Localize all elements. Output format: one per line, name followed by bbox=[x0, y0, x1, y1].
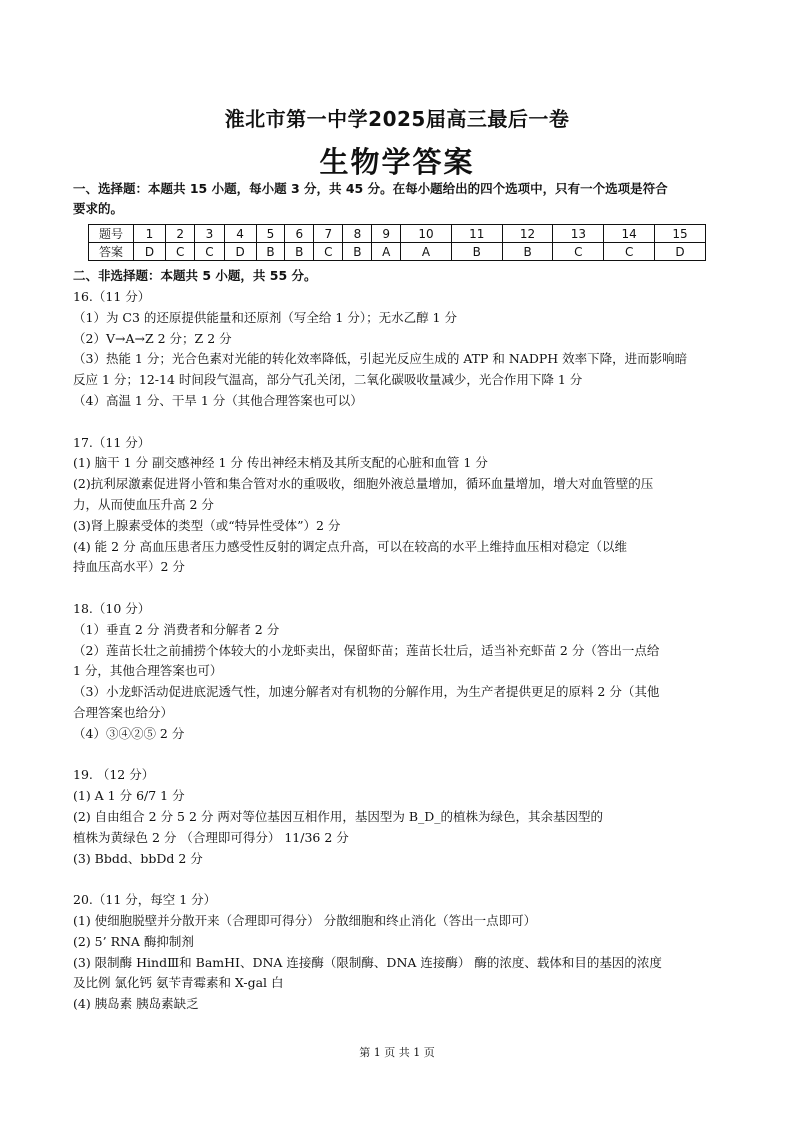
question-heading: 20.（11 分，每空 1 分） bbox=[73, 892, 217, 908]
question-number: 15 bbox=[655, 225, 706, 243]
question-number: 8 bbox=[343, 225, 372, 243]
answer-line: (2) 5’ RNA 酶抑制剂 bbox=[73, 933, 194, 949]
answer-table bbox=[88, 224, 706, 261]
answer-line: (2) 自由组合 2 分 5 2 分 两对等位基因互相作用，基因型为 B_D_的植株为绿色，其余基因型的 bbox=[73, 808, 604, 824]
question-number: 2 bbox=[165, 225, 194, 243]
spacer bbox=[73, 412, 725, 433]
answer-cell: C bbox=[165, 243, 194, 261]
answer-line: (4) 胰岛素 胰岛素缺乏 bbox=[73, 996, 199, 1012]
question-number: 3 bbox=[195, 225, 224, 243]
question-20 bbox=[73, 890, 725, 1015]
section1-heading bbox=[73, 179, 723, 219]
answer-line: (4) 能 2 分 高血压患者压力感受性反射的调定点升高，可以在较高的水平上维持血压相对稳定（以维 bbox=[73, 538, 628, 554]
page-footer: 第 1 页 共 1 页 bbox=[359, 1046, 435, 1059]
answer-cell: B bbox=[343, 243, 372, 261]
answer-cell: C bbox=[314, 243, 343, 261]
answer-table-number-row bbox=[89, 225, 706, 243]
answer-line: 植株为黄绿色 2 分 （合理即可得分） 11/36 2 分 bbox=[73, 829, 349, 845]
question-heading: 17.（11 分） bbox=[73, 434, 151, 450]
answer-row-label: 答案 bbox=[89, 243, 134, 261]
question-number: 10 bbox=[401, 225, 452, 243]
answer-cell: C bbox=[604, 243, 655, 261]
answer-line: 持血压高水平）2 分 bbox=[73, 559, 185, 575]
question-19 bbox=[73, 765, 725, 869]
question-number: 7 bbox=[314, 225, 343, 243]
question-heading: 19. （12 分） bbox=[73, 767, 155, 783]
answer-cell: B bbox=[502, 243, 553, 261]
answer-cell: B bbox=[285, 243, 314, 261]
answer-cell: A bbox=[401, 243, 452, 261]
question-number: 14 bbox=[604, 225, 655, 243]
answer-line: （1）为 C3 的还原提供能量和还原剂（写全给 1 分）；无水乙醇 1 分 bbox=[73, 309, 457, 325]
answer-line: (3) 限制酶 HindⅢ和 BamHI、DNA 连接酶（限制酶、DNA 连接酶） 酶的浓度、载体和目的基因的浓度 bbox=[73, 954, 662, 970]
section1-heading-line2: 要求的。 bbox=[73, 201, 124, 216]
spacer bbox=[73, 869, 725, 890]
question-number: 4 bbox=[224, 225, 256, 243]
answer-cell: B bbox=[451, 243, 502, 261]
answer-line: （1）垂直 2 分 消费者和分解者 2 分 bbox=[73, 621, 280, 637]
answer-cell: C bbox=[195, 243, 224, 261]
question-number: 12 bbox=[502, 225, 553, 243]
question-number: 6 bbox=[285, 225, 314, 243]
question-16 bbox=[73, 287, 725, 412]
question-number: 9 bbox=[372, 225, 401, 243]
answer-line: 1 分，其他合理答案也可） bbox=[73, 663, 223, 679]
answer-cell: D bbox=[224, 243, 256, 261]
answer-line: （3）热能 1 分；光合色素对光能的转化效率降低，引起光反应生成的 ATP 和 NADPH 效率下降，进而影响暗 bbox=[73, 351, 688, 367]
answer-cell: A bbox=[372, 243, 401, 261]
answer-line: (1) A 1 分 6/7 1 分 bbox=[73, 788, 185, 804]
non-choice-answers bbox=[73, 287, 725, 1015]
number-row-label: 题号 bbox=[89, 225, 134, 243]
school-title: 淮北市第一中学2025届高三最后一卷 bbox=[224, 107, 570, 131]
answer-table-answer-row bbox=[89, 243, 706, 261]
answer-line: (3)肾上腺素受体的类型（或“特异性受体”）2 分 bbox=[73, 517, 341, 533]
answer-line: （2）莲苗长壮之前捕捞个体较大的小龙虾卖出，保留虾苗；莲苗长壮后，适当补充虾苗 2 分（答出一点给 bbox=[73, 642, 660, 658]
spacer bbox=[73, 578, 725, 599]
question-number: 11 bbox=[451, 225, 502, 243]
answer-line: 合理答案也给分） bbox=[73, 704, 174, 720]
answer-cell: B bbox=[256, 243, 285, 261]
answer-line: (3) Bbdd、bbDd 2 分 bbox=[73, 850, 203, 866]
section2-heading: 二、非选择题：本题共 5 小题，共 55 分。 bbox=[73, 268, 317, 283]
answer-line: 力，从而使血压升高 2 分 bbox=[73, 496, 214, 512]
answer-line: （2）V→A→Z 2 分；Z 2 分 bbox=[73, 330, 232, 346]
answer-line: (1) 使细胞脱壁并分散开来（合理即可得分） 分散细胞和终止消化（答出一点即可） bbox=[73, 912, 537, 928]
answer-line: （3）小龙虾活动促进底泥透气性，加速分解者对有机物的分解作用，为生产者提供更足的原料 2 分（其他 bbox=[73, 684, 660, 700]
answer-line: 及比例 氯化钙 氨苄青霉素和 X-gal 白 bbox=[73, 975, 284, 991]
question-17 bbox=[73, 433, 725, 579]
spacer bbox=[73, 745, 725, 766]
answer-line: (2)抗利尿激素促进肾小管和集合管对水的重吸收，细胞外液总量增加，循环血量增加，增大对血管壁的压 bbox=[73, 476, 654, 492]
answer-line: （4）③④②⑤ 2 分 bbox=[73, 725, 185, 741]
answer-line: 反应 1 分；12-14 时间段气温高，部分气孔关闭，二氧化碳吸收量减少，光合作用下降 1 分 bbox=[73, 372, 583, 388]
answer-cell: C bbox=[553, 243, 604, 261]
answer-cell: D bbox=[134, 243, 166, 261]
answer-cell: D bbox=[655, 243, 706, 261]
question-number: 1 bbox=[134, 225, 166, 243]
subject-title: 生物学答案 bbox=[319, 145, 475, 179]
answer-line: （4）高温 1 分、干旱 1 分（其他合理答案也可以） bbox=[73, 392, 363, 408]
section1-heading-line1: 一、选择题：本题共 15 小题，每小题 3 分，共 45 分。在每小题给出的四个选项中，只有一个选项是符合 bbox=[73, 181, 668, 196]
question-number: 5 bbox=[256, 225, 285, 243]
question-heading: 16.（11 分） bbox=[73, 289, 151, 304]
question-number: 13 bbox=[553, 225, 604, 243]
question-heading: 18.（10 分） bbox=[73, 600, 151, 616]
answer-line: (1) 脑干 1 分 副交感神经 1 分 传出神经末梢及其所支配的心脏和血管 1 分 bbox=[73, 455, 488, 471]
question-18 bbox=[73, 599, 725, 745]
